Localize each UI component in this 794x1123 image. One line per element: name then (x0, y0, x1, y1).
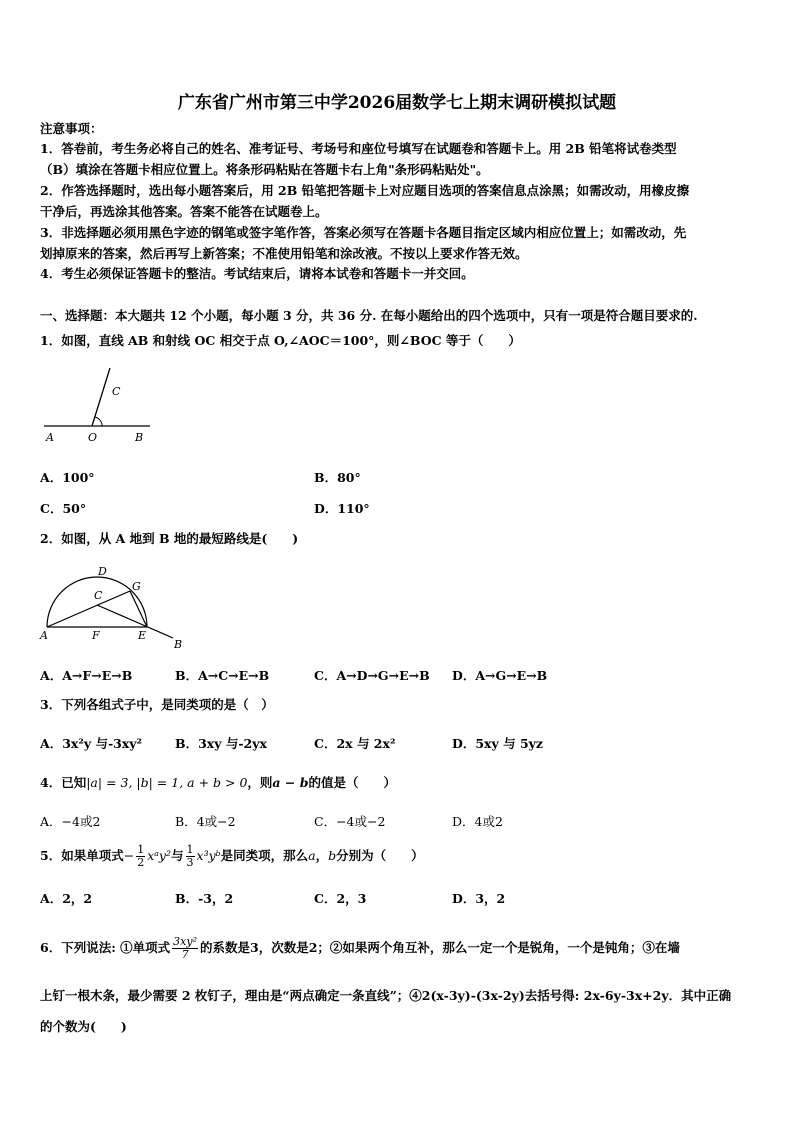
point-label: G (132, 580, 141, 593)
point-label: A (46, 431, 54, 444)
page-title: 广东省广州市第三中学2026届数学七上期末调研模拟试题 (177, 93, 617, 113)
point-label: C (94, 589, 103, 602)
fraction-denominator: 3 (186, 856, 194, 869)
point-label: A (40, 629, 48, 642)
ray-oc (92, 368, 110, 426)
fraction (186, 844, 195, 869)
separator: ， (315, 848, 329, 863)
point-label: E (138, 629, 147, 642)
monomial: xᵃy² (147, 848, 172, 863)
q1-option-d: D．110° (314, 501, 370, 516)
notice-heading: 注意事项： (40, 121, 103, 136)
q5-option-d: D．3，2 (452, 891, 506, 906)
q4-option-d: D．4或2 (452, 814, 503, 829)
q5-option-c: C．2，3 (314, 891, 367, 906)
q3-option-c: C．2x 与 2x² (314, 736, 396, 751)
fraction-numerator: 3xy² (173, 935, 197, 948)
q3-option-b: B．3xy 与-2yx (175, 736, 267, 751)
point-label: O (88, 431, 98, 444)
point-label: D (98, 565, 107, 578)
q5-option-a: A．2，2 (40, 891, 93, 906)
q1-option-a: A．100° (40, 470, 95, 485)
fraction-denominator: 7 (181, 948, 189, 961)
point-label: F (92, 629, 100, 642)
q2-option-c: C．A→D→G→E→B (314, 668, 430, 683)
fraction-denominator: 2 (137, 856, 145, 869)
question-6-line: 的个数为( ) (40, 1019, 127, 1034)
fraction (136, 844, 145, 869)
math-expression: |a| = 3, |b| = 1, a + b > 0 (86, 775, 248, 790)
fraction-numerator: 1 (137, 843, 145, 856)
question-3-stem: 3．下列各组式子中，是同类项的是（ ） (40, 697, 274, 712)
q2-option-b: B．A→C→E→B (175, 668, 270, 683)
notice-line: 3．非选择题必须用黑色字迹的钢笔或签字笔作答，答案必须写在答题卡各题目指定区域内相应位置上；如需改动，先 (40, 225, 687, 240)
question-1-figure (40, 365, 170, 447)
monomial: x³yᵇ (196, 848, 221, 863)
fraction (172, 936, 198, 961)
q1-option-c: C．50° (40, 501, 87, 516)
q5-option-b: B．-3，2 (175, 891, 234, 906)
math-expression: a − b (272, 775, 309, 790)
stem-text: ，则 (247, 775, 273, 790)
stem-text: 是同类项，那么 (220, 848, 309, 863)
variable: a (308, 848, 316, 863)
question-2-figure (38, 560, 188, 655)
question-4-stem (40, 775, 396, 791)
fraction-numerator: 1 (186, 843, 194, 856)
q3-option-a: A．3x²y 与-3xy² (40, 736, 143, 751)
q2-option-d: D．A→G→E→B (452, 668, 548, 683)
notice-line: 划掉原来的答案，然后再写上新答案；不准使用铅笔和涂改液。不按以上要求作答无效。 (40, 246, 528, 261)
q4-option-a: A．−4或2 (40, 814, 101, 829)
minus-sign: − (123, 848, 135, 863)
q1-option-b: B．80° (314, 470, 361, 485)
notice-line: 4．考生必须保证答题卡的整洁。考试结束后，请将本试卷和答题卡一并交回。 (40, 266, 474, 281)
segment-ag (47, 591, 130, 627)
question-1-stem: 1．如图，直线 AB 和射线 OC 相交于点 O,∠AOC＝100°，则∠BOC 等于（ ） (40, 333, 521, 348)
q4-option-c: C．−4或−2 (314, 814, 386, 829)
stem-text: 6．下列说法: ①单项式 (40, 940, 171, 955)
stem-text: 5．如果单项式 (40, 848, 124, 863)
q3-option-d: D．5xy 与 5yz (452, 736, 544, 751)
notice-line: 干净后，再选涂其他答案。答案不能答在试题卷上。 (40, 204, 328, 219)
section-heading: 一、选择题：本大题共 12 个小题，每小题 3 分，共 36 分. 在每小题给出的四个选项中，只有一项是符合题目要求的. (40, 308, 698, 323)
variable: b (328, 848, 337, 863)
angle-arc (95, 417, 102, 426)
q4-option-b: B．4或−2 (175, 814, 236, 829)
stem-text: 与 (171, 848, 184, 863)
stem-text: 的系数是3，次数是2；②如果两个角互补，那么一定一个是锐角，一个是钝角；③在墙 (200, 940, 680, 955)
stem-text: 4．已知 (40, 775, 87, 790)
question-6-stem (40, 930, 680, 966)
stem-text: 分别为（ ） (336, 848, 424, 863)
notice-line: 2．作答选择题时，选出每小题答案后，用 2B 铅笔把答题卡上对应题目选项的答案信息点涂黑；如需改动，用橡皮擦 (40, 183, 690, 198)
point-label: B (135, 431, 144, 444)
question-6-line: 上钉一根木条，最少需要 2 枚钉子，理由是“两点确定一条直线”；④2(x-3y)-(3x-2y)去括号得: 2x-6y-3x+2y．其中正确 (40, 988, 732, 1003)
q2-option-a: A．A→F→E→B (40, 668, 133, 683)
question-2-stem: 2．如图，从 A 地到 B 地的最短路线是( ) (40, 531, 299, 546)
question-5-stem (40, 840, 424, 872)
notice-line: 1．答卷前，考生务必将自己的姓名、准考证号、考场号和座位号填写在试题卷和答题卡上。用 2B 铅笔将试卷类型 (40, 141, 677, 156)
point-label: C (112, 385, 121, 398)
notice-line: （B）填涂在答题卡相应位置上。将条形码粘贴在答题卡右上角"条形码粘贴处"。 (40, 162, 489, 177)
stem-text: 的值是（ ） (308, 775, 396, 790)
segment-cb (97, 605, 173, 638)
point-label: B (174, 638, 183, 651)
